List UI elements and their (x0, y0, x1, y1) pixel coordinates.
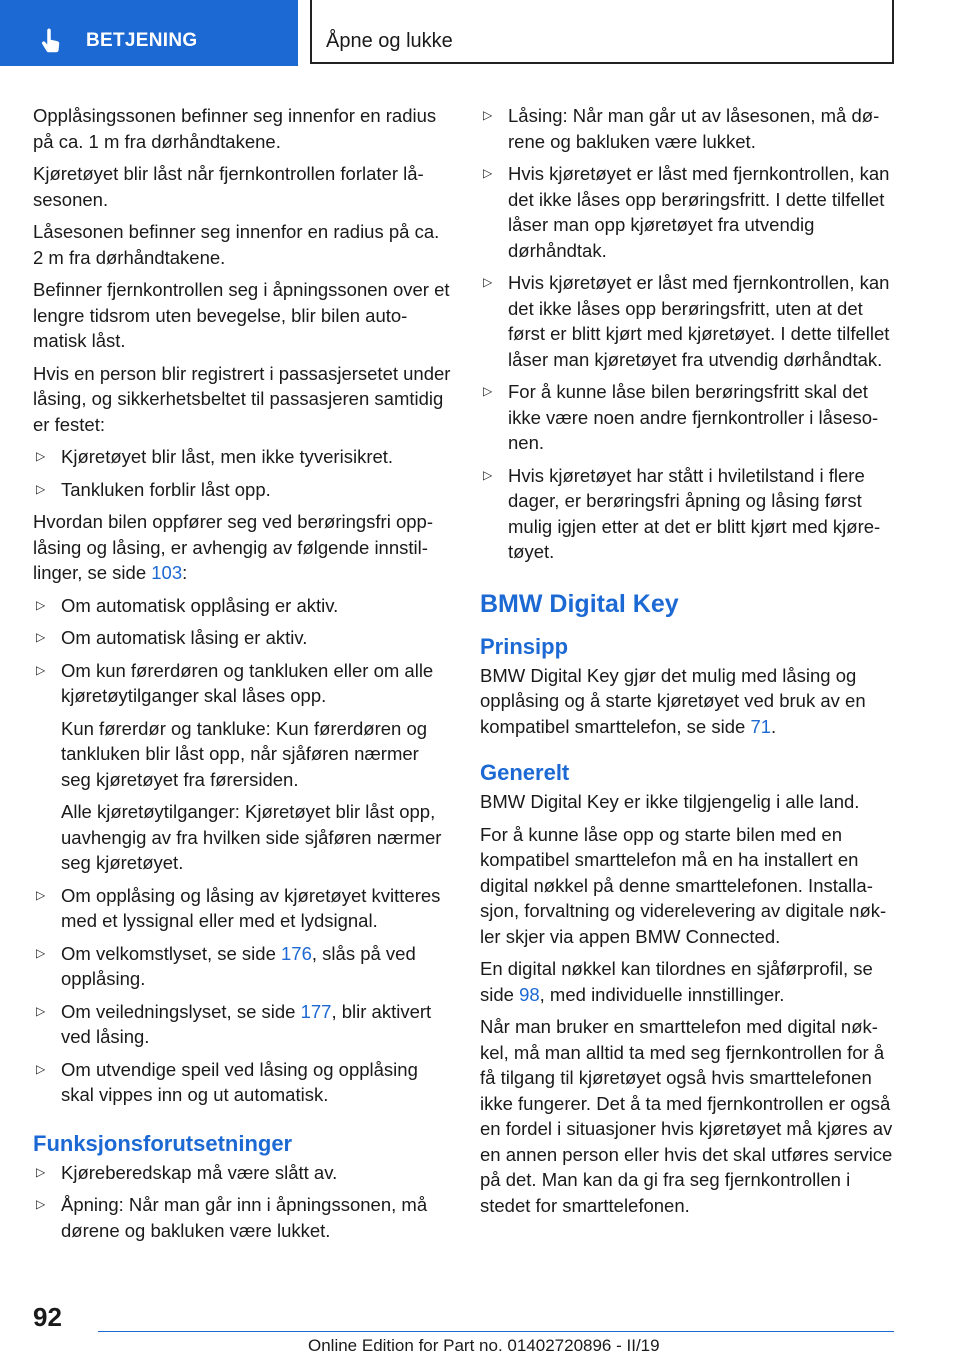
page-link-103[interactable]: 103 (151, 562, 183, 583)
list-item: ▷ Om automatisk låsing er aktiv. (33, 625, 453, 651)
list-item: ▷ Hvis kjøretøyet har stått i hviletilstand i flere dager, er berøringsfri åpning og låsing først mulig igjen etter at det er blitt kjørt med kjøretøyet. (483, 464, 881, 562)
left-column (33, 103, 453, 1250)
subheading-principle: Prinsipp (480, 633, 569, 659)
list-item: ▷ Om velkomstlyset, se side 176, slås på ved opplåsing. (36, 942, 416, 989)
bullet-triangle-icon: ▷ (483, 166, 493, 180)
bullet-triangle-icon: ▷ (36, 597, 46, 612)
bullet-triangle-icon: ▷ (483, 384, 493, 398)
list-item: ▷ Om utvendige speil ved låsing og opplåsing skal vippes inn og ut automatisk. (36, 1058, 418, 1105)
bullet-triangle-icon: ▷ (483, 467, 493, 482)
paragraph: Hvis en person blir registrert i passasjersetet under låsing, og sikkerhetsbeltet til passasjeren samtidig er festet: (33, 362, 451, 435)
list-item: ▷ Kjøretøyet blir låst, men ikke tyverisikret. (33, 444, 453, 470)
list-subparagraph: Kun førerdør og tankluke: Kun førerdøren og tankluken blir låst opp, når sjåføren nærmer seg kjøretøyet fra førersiden. (61, 717, 428, 790)
bullet-triangle-icon: ▷ (36, 1061, 46, 1076)
page-number: 92 (33, 1302, 62, 1332)
list-item: ▷ Kjøreberedskap må være slått av. (33, 1160, 453, 1186)
footer-edition: Online Edition for Part no. 01402720896 - II/19 (308, 1336, 660, 1355)
list-item: ▷ For å kunne låse bilen berøringsfritt skal det ikke være noen andre fjernkontroller i låsesonen. (483, 381, 879, 453)
list-item: ▷ Om opplåsing og låsing av kjøretøyet kvitteres med et lyssignal eller med et lydsignal. (36, 884, 441, 931)
section-label: BETJENING (86, 30, 198, 51)
page-link-71[interactable]: 71 (750, 715, 772, 737)
paragraph: En digital nøkkel kan tilordnes en sjåførprofil, se side 98, med individuelle innstillinger. (480, 958, 873, 1005)
chapter-title-box (310, 0, 894, 64)
section-tab[interactable] (0, 0, 298, 66)
list-item: ▷ Om automatisk opplåsing er aktiv. (33, 593, 453, 619)
section-heading-digital-key: BMW Digital Key (480, 589, 679, 618)
list-item: ▷ Om veiledningslyset, se side 177, blir aktivert ved låsing. (36, 1000, 432, 1047)
bullet-triangle-icon: ▷ (36, 662, 46, 677)
list-item: ▷ Låsing: Når man går ut av låsesonen, må dørene og bakluken være lukket. (483, 105, 880, 152)
paragraph: Opplåsingssonen befinner seg innenfor en radius på ca. 1 m fra dørhåndtakene. (33, 105, 437, 152)
paragraph: Låsesonen befinner seg innenfor en radius på ca. 2 m fra dørhåndtakene. (33, 221, 440, 268)
page-link-176[interactable]: 176 (281, 942, 312, 964)
chapter-title: Åpne og lukke (326, 30, 453, 52)
list-item: ▷ Tankluken forblir låst opp. (33, 477, 453, 503)
list-item: ▷ Hvis kjøretøyet er låst med fjernkontrollen, kan det ikke låses opp berøringsfritt, uten at det først er blitt kjørt med kjøretøyet. I dette tilfellet låser man kjøretøyet fra utvendig dørhåndtak. (483, 272, 890, 370)
paragraph: Befinner fjernkontrollen seg i åpningssonen over et lengre tidsrom uten bevegelse, blir bilen automatisk låst. (33, 279, 450, 351)
paragraph: BMW Digital Key gjør det mulig med låsing og opplåsing og å starte kjøretøyet ved bruk av en kompatibel smarttelefon, se side 71. (480, 664, 866, 737)
subheading-general: Generelt (480, 760, 570, 785)
list-item: ▷ Om kun førerdøren og tankluken eller om alle kjøretøytilganger skal låses opp. (36, 659, 434, 706)
page-header (0, 0, 960, 66)
list-item: ▷ Hvis kjøretøyet er låst med fjernkontrollen, kan det ikke låses opp berøringsfritt. I dette tilfellet låser man opp kjøretøyet fra utvendig dørhåndtak. (483, 163, 890, 261)
bullet-triangle-icon: ▷ (36, 1003, 46, 1018)
page-link-177[interactable]: 177 (300, 1000, 332, 1022)
bullet-triangle-icon: ▷ (483, 108, 493, 122)
page-link-98[interactable]: 98 (519, 983, 540, 1005)
section-heading-requirements: Funksjonsforutsetninger (33, 1130, 293, 1156)
footer-divider (98, 1331, 894, 1332)
list-item: ▷ Åpning: Når man går inn i åpningssonen, må dørene og bakluken være lukket. (36, 1194, 428, 1241)
paragraph: Når man bruker en smarttelefon med digital nøkkel, må man alltid ta med seg fjernkontrollen for å få tilgang til kjøretøyet også hvis smarttelefonen ikke fungerer. Det å ta med fjernkontrollen er også en fordel i situasjoner hvis kjøretøyet må kjøres av en annen person eller hvis det skal utføres service på det. Man kan da gi fra seg fjernkontrollen i stedet for smarttelefonen. (480, 1016, 893, 1216)
right-column (480, 103, 900, 1225)
bullet-triangle-icon: ▷ (36, 481, 46, 496)
paragraph: BMW Digital Key er ikke tilgjengelig i alle land. (480, 791, 860, 812)
list-subparagraph: Alle kjøretøytilganger: Kjøretøyet blir låst opp, uavhengig av fra hvilken side sjåføren nærmer seg kjøretøyet. (61, 801, 442, 873)
bullet-triangle-icon: ▷ (36, 1197, 46, 1211)
hand-touch-icon (36, 26, 66, 56)
bullet-triangle-icon: ▷ (483, 275, 493, 289)
bullet-triangle-icon: ▷ (36, 449, 46, 463)
bullet-triangle-icon: ▷ (36, 887, 46, 902)
bullet-triangle-icon: ▷ (36, 945, 46, 960)
bullet-triangle-icon: ▷ (36, 1164, 46, 1179)
paragraph: For å kunne låse opp og starte bilen med en kompatibel smarttelefon må en ha installert en digital nøkkel på denne smarttelefonen. Installasjon, forvaltning og viderelevering av digitale nøkler skjer via appen BMW Connected. (480, 823, 887, 947)
paragraph: Hvordan bilen oppfører seg ved berøringsfri opplåsing og låsing, er avhengig av følgende innstillinger, se side 103: (33, 511, 434, 583)
paragraph: Kjøretøyet blir låst når fjernkontrollen forlater låsesonen. (33, 163, 424, 210)
bullet-triangle-icon: ▷ (36, 630, 46, 644)
